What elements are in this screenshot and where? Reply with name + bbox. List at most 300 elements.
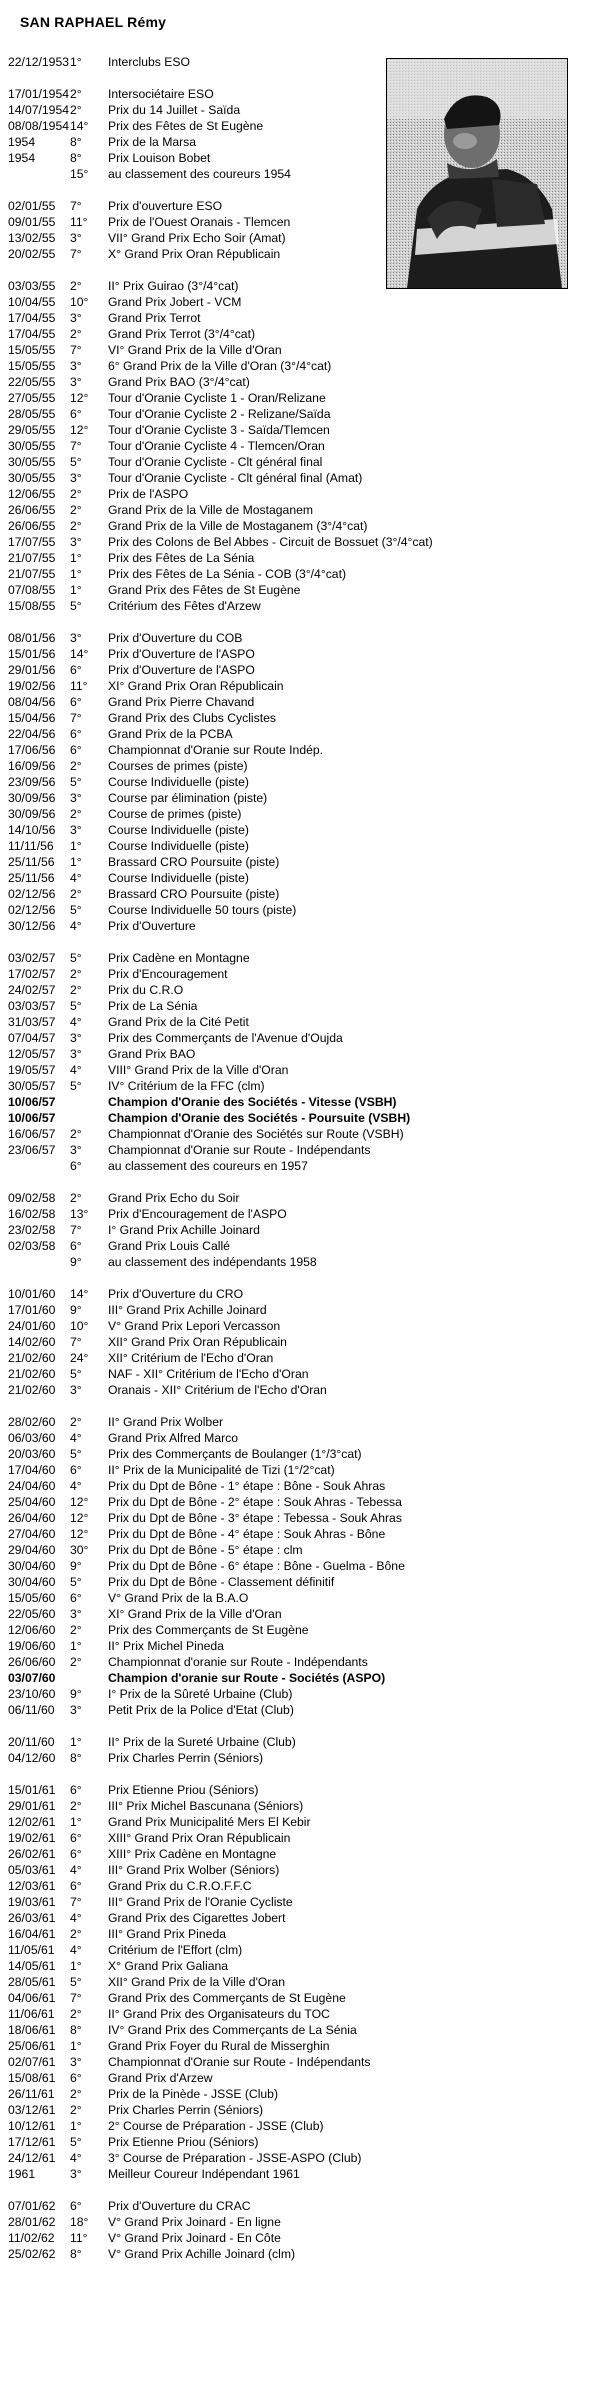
result-event: Prix Cadène en Montagne: [108, 951, 250, 965]
result-event: Prix du Dpt de Bône - 3° étape : Tebessa - Souk Ahras: [108, 1511, 402, 1525]
result-date: 10/04/55: [8, 295, 56, 309]
result-row: [8, 1574, 568, 1590]
result-placing: 2°: [70, 87, 82, 101]
result-date: 03/03/57: [8, 999, 56, 1013]
result-date: 15/05/55: [8, 343, 56, 357]
result-placing: 2°: [70, 279, 82, 293]
result-date: 07/01/62: [8, 2199, 56, 2213]
result-date: 25/04/60: [8, 1495, 56, 1509]
result-date: 04/12/60: [8, 1751, 56, 1765]
result-placing: 8°: [70, 151, 82, 165]
result-event: Oranais - XII° Critérium de l'Echo d'Oran: [108, 1383, 327, 1397]
result-event: Tour d'Oranie Cycliste 3 - Saïda/Tlemcen: [108, 423, 330, 437]
result-placing: 5°: [70, 1975, 82, 1989]
result-placing: 2°: [70, 327, 82, 341]
result-event: au classement des coureurs 1954: [108, 167, 291, 181]
result-event: Grand Prix Foyer du Rural de Misserghin: [108, 2039, 330, 2053]
result-placing: 1°: [70, 855, 82, 869]
result-event: V° Grand Prix de la B.A.O: [108, 1591, 249, 1605]
result-event: Prix Louison Bobet: [108, 151, 211, 165]
result-date: 31/03/57: [8, 1015, 56, 1029]
result-placing: 8°: [70, 1751, 82, 1765]
result-event: III° Grand Prix Wolber (Séniors): [108, 1863, 280, 1877]
result-date: 03/03/55: [8, 279, 56, 293]
result-event: Grand Prix de la Ville de Mostaganem: [108, 503, 314, 517]
result-date: 10/01/60: [8, 1287, 56, 1301]
result-row: [8, 230, 568, 246]
result-event: Prix d'Ouverture du COB: [108, 631, 243, 645]
result-event: Prix du Dpt de Bône - 6° étape : Bône - Guelma - Bône: [108, 1559, 405, 1573]
result-event: Prix de l'ASPO: [108, 487, 189, 501]
result-event: Prix d'Ouverture: [108, 919, 196, 933]
result-date: 30/05/55: [8, 455, 56, 469]
result-event: X° Grand Prix Oran Républicain: [108, 247, 281, 261]
result-placing: 4°: [70, 1863, 82, 1877]
result-row: [8, 502, 568, 518]
result-placing: 12°: [70, 423, 89, 437]
result-placing: 5°: [70, 1447, 82, 1461]
result-row: [8, 134, 568, 150]
result-date: 1954: [8, 135, 36, 149]
result-placing: 3°: [70, 1047, 82, 1061]
result-date: 14/05/61: [8, 1959, 56, 1973]
result-date: 17/07/55: [8, 535, 56, 549]
result-date: 21/07/55: [8, 551, 56, 565]
result-placing: 2°: [70, 1127, 82, 1141]
result-placing: 2°: [70, 1191, 82, 1205]
result-row: [8, 886, 568, 902]
result-row: [8, 1686, 568, 1702]
result-placing: 2°: [70, 519, 82, 533]
result-event: au classement des coureurs en 1957: [108, 1159, 308, 1173]
result-event: Course par élimination (piste): [108, 791, 268, 805]
result-row: [8, 1958, 568, 1974]
result-row: [8, 630, 568, 646]
result-event: Grand Prix Echo du Soir: [108, 1191, 240, 1205]
result-date: 19/02/56: [8, 679, 56, 693]
result-row: [8, 1382, 568, 1398]
result-date: 12/02/61: [8, 1815, 56, 1829]
result-row: [8, 1078, 568, 1094]
result-row: [8, 1926, 568, 1942]
result-row: [8, 694, 568, 710]
result-date: 25/02/62: [8, 2247, 56, 2261]
result-row: [8, 1542, 568, 1558]
result-row: [8, 1622, 568, 1638]
result-date: 30/04/60: [8, 1559, 56, 1573]
result-row: [8, 1062, 568, 1078]
result-placing: 3°: [70, 1143, 82, 1157]
result-date: 08/08/1954: [8, 119, 69, 133]
result-date: 26/06/60: [8, 1655, 56, 1669]
result-row: [8, 294, 568, 310]
result-date: 15/08/61: [8, 2071, 56, 2085]
result-event: III° Grand Prix de l'Oranie Cycliste: [108, 1895, 293, 1909]
result-placing: 7°: [70, 199, 82, 213]
result-placing: 7°: [70, 439, 82, 453]
result-event: Grand Prix BAO: [108, 1047, 196, 1061]
result-placing: 6°: [70, 2199, 82, 2213]
result-event: Course Individuelle (piste): [108, 871, 249, 885]
result-placing: 6°: [70, 1239, 82, 1253]
result-date: 1954: [8, 151, 36, 165]
result-date: 25/06/61: [8, 2039, 56, 2053]
result-date: 07/04/57: [8, 1031, 56, 1045]
result-date: 14/02/60: [8, 1335, 56, 1349]
result-event: Prix d'Ouverture du CRO: [108, 1287, 244, 1301]
result-event: Prix du C.R.O: [108, 983, 184, 997]
result-row: [8, 326, 568, 342]
result-placing: 3°: [70, 471, 82, 485]
result-placing: 14°: [70, 647, 89, 661]
result-date: 22/12/1953: [8, 55, 69, 69]
result-row: [8, 1238, 568, 1254]
result-placing: 7°: [70, 1991, 82, 2005]
result-date: 12/03/61: [8, 1879, 56, 1893]
result-date: 02/01/55: [8, 199, 56, 213]
result-date: 03/12/61: [8, 2103, 56, 2117]
result-event: V° Grand Prix Joinard - En ligne: [108, 2215, 281, 2229]
result-placing: 11°: [70, 215, 88, 229]
result-row: [8, 1126, 568, 1142]
result-placing: 3°: [70, 1607, 82, 1621]
result-row: [8, 950, 568, 966]
result-event: Prix des Commerçants de St Eugène: [108, 1623, 309, 1637]
result-placing: 1°: [70, 1735, 82, 1749]
result-event: Prix des Commerçants de l'Avenue d'Oujda: [108, 1031, 343, 1045]
result-row: [8, 1318, 568, 1334]
result-date: 14/10/56: [8, 823, 56, 837]
result-date: 26/02/61: [8, 1847, 56, 1861]
result-date: 08/04/56: [8, 695, 56, 709]
result-event: Prix d'ouverture ESO: [108, 199, 223, 213]
result-placing: 6°: [70, 1879, 82, 1893]
result-row: [8, 1334, 568, 1350]
result-date: 15/05/60: [8, 1591, 56, 1605]
result-date: 21/07/55: [8, 567, 56, 581]
result-row: [8, 1606, 568, 1622]
result-date: 24/02/57: [8, 983, 56, 997]
result-date: 28/05/55: [8, 407, 56, 421]
result-event: NAF - XII° Critérium de l'Echo d'Oran: [108, 1367, 309, 1381]
result-row: [8, 486, 568, 502]
result-row: [8, 2134, 568, 2150]
result-event: Grand Prix des Clubs Cyclistes: [108, 711, 276, 725]
result-placing: 7°: [70, 711, 82, 725]
result-event: V° Grand Prix Achille Joinard (clm): [108, 2247, 296, 2261]
result-row: [8, 422, 568, 438]
result-event: Championnat d'Oranie sur Route - Indépendants: [108, 1143, 371, 1157]
result-date: 29/04/60: [8, 1543, 56, 1557]
result-placing: 9°: [70, 1559, 82, 1573]
result-placing: 5°: [70, 999, 82, 1013]
result-row: [8, 214, 568, 230]
result-placing: 10°: [70, 295, 89, 309]
result-event: Grand Prix Alfred Marco: [108, 1431, 239, 1445]
result-event: Grand Prix de la Ville de Mostaganem (3°/4°cat): [108, 519, 368, 533]
section-gap: [8, 2182, 568, 2198]
result-event: Grand Prix des Fêtes de St Eugène: [108, 583, 301, 597]
result-placing: 13°: [70, 1207, 89, 1221]
result-row: [8, 1046, 568, 1062]
result-date: 15/01/61: [8, 1783, 56, 1797]
result-event: Prix des Fêtes de St Eugène: [108, 119, 264, 133]
result-date: 30/05/55: [8, 471, 56, 485]
result-date: 17/04/55: [8, 327, 56, 341]
result-event: Tour d'Oranie Cycliste - Clt général final: [108, 455, 323, 469]
result-row: [8, 1158, 568, 1174]
result-placing: 2°: [70, 1799, 82, 1813]
result-date: 24/12/61: [8, 2151, 56, 2165]
result-placing: 18°: [70, 2215, 89, 2229]
result-placing: 1°: [70, 1959, 82, 1973]
result-event: VII° Grand Prix Echo Soir (Amat): [108, 231, 286, 245]
result-date: 28/05/61: [8, 1975, 56, 1989]
result-event: Prix d'Ouverture de l'ASPO: [108, 647, 255, 661]
result-row: [8, 470, 568, 486]
result-row: [8, 1990, 568, 2006]
result-placing: 1°: [70, 55, 82, 69]
result-placing: 6°: [70, 1463, 82, 1477]
result-row: [8, 854, 568, 870]
result-date: 30/04/60: [8, 1575, 56, 1589]
result-event: III° Prix Michel Bascunana (Séniors): [108, 1799, 304, 1813]
result-date: 17/04/60: [8, 1463, 56, 1477]
result-date: 17/01/1954: [8, 87, 69, 101]
result-placing: 5°: [70, 1575, 82, 1589]
result-placing: 2°: [70, 1415, 82, 1429]
result-event: Prix d'Encouragement de l'ASPO: [108, 1207, 287, 1221]
result-row: [8, 2150, 568, 2166]
result-row: [8, 2166, 568, 2182]
result-row: [8, 1206, 568, 1222]
result-date: 17/04/55: [8, 311, 56, 325]
result-event: Prix du Dpt de Bône - Classement définitif: [108, 1575, 335, 1589]
result-row: [8, 2102, 568, 2118]
result-event: XII° Critérium de l'Echo d'Oran: [108, 1351, 274, 1365]
result-event: au classement des indépendants 1958: [108, 1255, 317, 1269]
section-gap: [8, 1174, 568, 1190]
result-event: Prix Etienne Priou (Séniors): [108, 2135, 259, 2149]
result-date: 12/06/55: [8, 487, 56, 501]
result-date: 21/02/60: [8, 1351, 56, 1365]
result-placing: 1°: [70, 839, 82, 853]
result-placing: 2°: [70, 2007, 82, 2021]
result-row: [8, 2070, 568, 2086]
result-event: XIII° Grand Prix Oran Républicain: [108, 1831, 291, 1845]
result-date: 15/05/55: [8, 359, 56, 373]
result-placing: 6°: [70, 663, 82, 677]
result-date: 17/01/60: [8, 1303, 56, 1317]
result-date: 20/11/60: [8, 1735, 55, 1749]
result-event: Course Individuelle (piste): [108, 775, 249, 789]
result-placing: 3°: [70, 1703, 82, 1717]
result-placing: 9°: [70, 1255, 82, 1269]
result-row: [8, 1302, 568, 1318]
result-row: [8, 758, 568, 774]
result-placing: 4°: [70, 1911, 82, 1925]
result-placing: 2°: [70, 103, 82, 117]
result-placing: 8°: [70, 135, 82, 149]
result-date: 11/05/61: [8, 1943, 55, 1957]
result-event: I° Grand Prix Achille Joinard: [108, 1223, 260, 1237]
result-event: Prix de La Sénia: [108, 999, 198, 1013]
result-date: 02/12/56: [8, 887, 56, 901]
result-row: [8, 1942, 568, 1958]
result-event: Prix d'Encouragement: [108, 967, 228, 981]
result-placing: 2°: [70, 887, 82, 901]
result-row: [8, 166, 568, 182]
section-gap: [8, 70, 568, 86]
result-placing: 6°: [70, 1159, 82, 1173]
result-placing: 4°: [70, 1943, 82, 1957]
result-event: Intersociétaire ESO: [108, 87, 214, 101]
result-row: [8, 710, 568, 726]
result-event: Championnat d'Oranie sur Route - Indépendants: [108, 2055, 371, 2069]
result-date: 08/01/56: [8, 631, 56, 645]
result-placing: 12°: [70, 1495, 89, 1509]
result-placing: 6°: [70, 743, 82, 757]
result-date: 21/02/60: [8, 1383, 56, 1397]
result-event: 2° Course de Préparation - JSSE (Club): [108, 2119, 324, 2133]
result-event: II° Prix de la Municipalité de Tizi (1°/2°cat): [108, 1463, 335, 1477]
result-event: Grand Prix de la Cité Petit: [108, 1015, 249, 1029]
result-date: 19/02/61: [8, 1831, 56, 1845]
result-event: Tour d'Oranie Cycliste 1 - Oran/Relizane: [108, 391, 326, 405]
section-gap: [8, 262, 568, 278]
result-date: 22/04/56: [8, 727, 56, 741]
result-event: Grand Prix de la PCBA: [108, 727, 233, 741]
result-row: [8, 1254, 568, 1270]
result-row: [8, 2086, 568, 2102]
section-gap: [8, 614, 568, 630]
result-event: Grand Prix d'Arzew: [108, 2071, 213, 2085]
result-event: XI° Grand Prix de la Ville d'Oran: [108, 1607, 282, 1621]
section-gap: [8, 1270, 568, 1286]
result-date: 24/01/60: [8, 1319, 56, 1333]
result-placing: 3°: [70, 2167, 82, 2181]
result-row: [8, 998, 568, 1014]
result-row: [8, 2054, 568, 2070]
result-event: Prix de la Pinède - JSSE (Club): [108, 2087, 279, 2101]
result-date: 25/11/56: [8, 855, 55, 869]
result-event: X° Grand Prix Galiana: [108, 1959, 229, 1973]
result-placing: 10°: [70, 1319, 89, 1333]
result-row: [8, 2118, 568, 2134]
result-row: [8, 2246, 568, 2262]
result-date: 1961: [8, 2167, 36, 2181]
result-event: XIII° Prix Cadène en Montagne: [108, 1847, 277, 1861]
result-row: [8, 1654, 568, 1670]
section-gap: [8, 1766, 568, 1782]
result-placing: 5°: [70, 2135, 82, 2149]
result-placing: 1°: [70, 1815, 82, 1829]
result-date: 27/04/60: [8, 1527, 56, 1541]
result-date: 26/03/61: [8, 1911, 56, 1925]
result-placing: 11°: [70, 679, 88, 693]
result-placing: 2°: [70, 1927, 82, 1941]
result-date: 11/11/56: [8, 839, 54, 853]
result-row: [8, 2230, 568, 2246]
result-placing: 24°: [70, 1351, 89, 1365]
result-event: Critérium de l'Effort (clm): [108, 1943, 243, 1957]
result-event: Tour d'Oranie Cycliste 4 - Tlemcen/Oran: [108, 439, 325, 453]
result-event: IV° Grand Prix des Commerçants de La Sénia: [108, 2023, 357, 2037]
result-event: Course Individuelle (piste): [108, 839, 249, 853]
result-event: Interclubs ESO: [108, 55, 190, 69]
result-row: [8, 310, 568, 326]
result-row: [8, 1702, 568, 1718]
result-row: [8, 1974, 568, 1990]
result-event: Grand Prix Terrot (3°/4°cat): [108, 327, 256, 341]
result-row: [8, 374, 568, 390]
result-placing: 7°: [70, 1895, 82, 1909]
result-row: [8, 870, 568, 886]
result-event: III° Grand Prix Pineda: [108, 1927, 227, 1941]
result-row: [8, 918, 568, 934]
result-date: 11/06/61: [8, 2007, 55, 2021]
result-event: Grand Prix Terrot: [108, 311, 201, 325]
result-date: 23/10/60: [8, 1687, 56, 1701]
result-date: 26/06/55: [8, 519, 56, 533]
result-row: [8, 662, 568, 678]
result-row: [8, 598, 568, 614]
result-row: [8, 1478, 568, 1494]
result-placing: 3°: [70, 631, 82, 645]
result-row: [8, 1878, 568, 1894]
result-event: Prix d'Ouverture de l'ASPO: [108, 663, 255, 677]
result-event: Grand Prix du C.R.O.F.F.C: [108, 1879, 252, 1893]
result-row: [8, 1286, 568, 1302]
result-row: [8, 1430, 568, 1446]
result-row: [8, 1366, 568, 1382]
result-date: 15/04/56: [8, 711, 56, 725]
result-placing: 1°: [70, 567, 82, 581]
result-placing: 3°: [70, 2055, 82, 2069]
result-event: Championnat d'oranie sur Route - Indépendants: [108, 1655, 368, 1669]
result-event: Brassard CRO Poursuite (piste): [108, 855, 280, 869]
result-date: 16/09/56: [8, 759, 56, 773]
results-list: [8, 54, 568, 2262]
result-row: [8, 790, 568, 806]
result-event: Prix des Commerçants de Boulanger (1°/3°cat): [108, 1447, 362, 1461]
result-row: [8, 438, 568, 454]
result-event: VIII° Grand Prix de la Ville d'Oran: [108, 1063, 289, 1077]
result-event: Grand Prix Municipalité Mers El Kebir: [108, 1815, 311, 1829]
result-event: Champion d'Oranie des Sociétés - Vitesse (VSBH): [108, 1095, 397, 1109]
result-date: 14/07/1954: [8, 103, 69, 117]
result-placing: 2°: [70, 1655, 82, 1669]
result-date: 21/02/60: [8, 1367, 56, 1381]
section-gap: [8, 934, 568, 950]
result-row: [8, 2038, 568, 2054]
result-placing: 2°: [70, 2087, 82, 2101]
result-date: 03/07/60: [8, 1671, 56, 1685]
result-placing: 4°: [70, 2151, 82, 2165]
result-row: [8, 1590, 568, 1606]
result-row: [8, 1462, 568, 1478]
result-date: 06/03/60: [8, 1431, 56, 1445]
result-date: 26/06/55: [8, 503, 56, 517]
result-date: 23/09/56: [8, 775, 56, 789]
result-row: [8, 806, 568, 822]
result-event: Prix du Dpt de Bône - 1° étape : Bône - Souk Ahras: [108, 1479, 386, 1493]
result-placing: 1°: [70, 1639, 82, 1653]
result-date: 11/02/62: [8, 2231, 55, 2245]
result-row: [8, 646, 568, 662]
result-row: [8, 566, 568, 582]
result-row: [8, 2198, 568, 2214]
